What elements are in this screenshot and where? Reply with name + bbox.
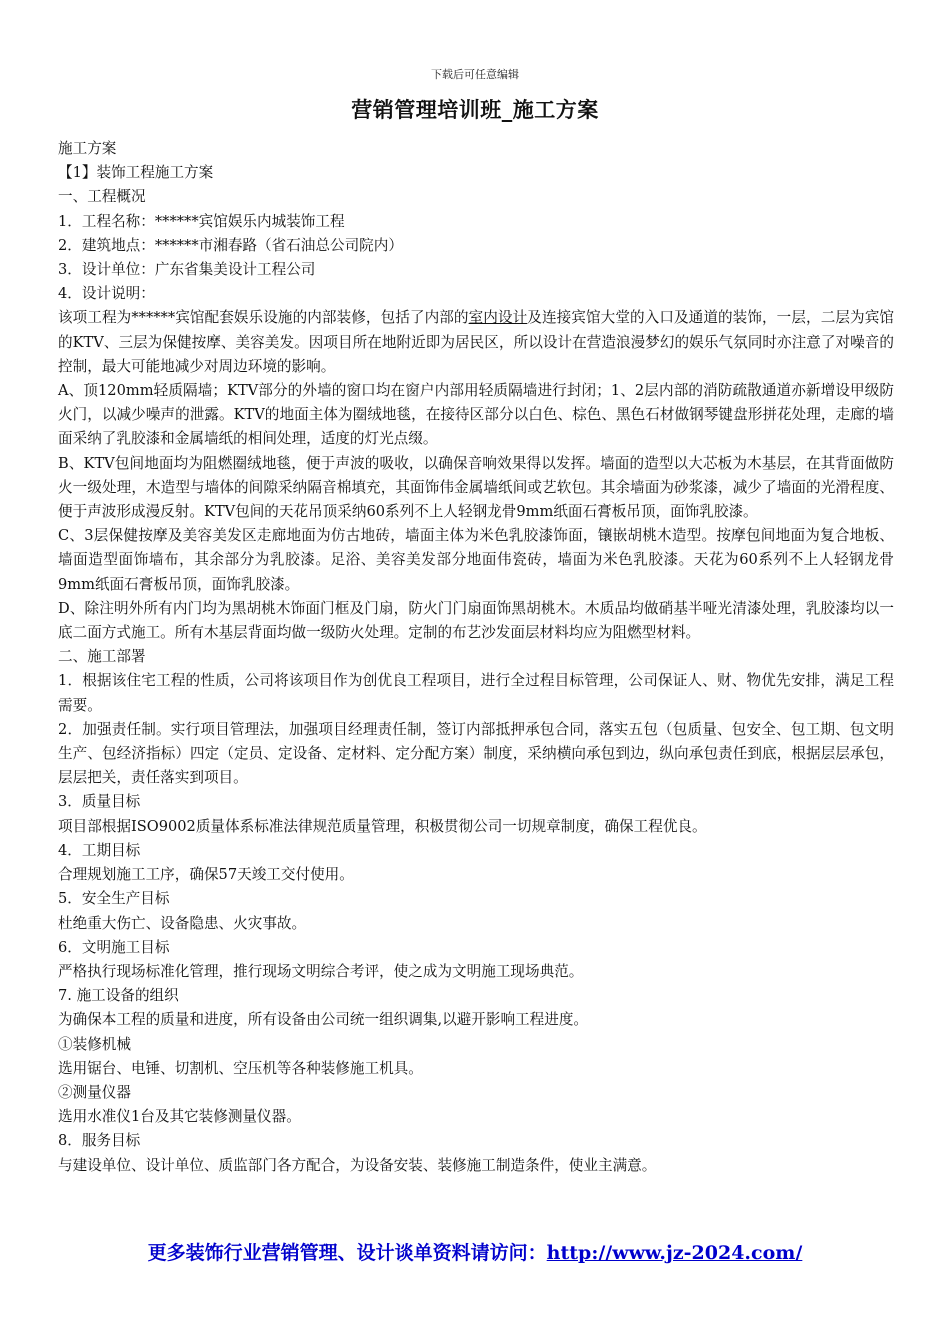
footer-link[interactable]: http://www.jz-2024.com/ <box>546 1242 803 1264</box>
paragraph-text: 该项工程为******宾馆配套娱乐设施的内部装修，包括了内部的 <box>58 309 469 327</box>
paragraph: 严格执行现场标准化管理，推行现场文明综合考评，使之成为文明施工现场典范。 <box>58 962 584 980</box>
paragraph: 选用锯台、电锤、切割机、空压机等各种装修施工机具。 <box>58 1059 423 1077</box>
paragraph: 3．设计单位：广东省集美设计工程公司 <box>58 261 316 279</box>
document-title: 营销管理培训班_施工方案 <box>351 97 599 122</box>
paragraph: 8．服务目标 <box>58 1132 141 1150</box>
footer-banner <box>0 1238 950 1265</box>
paragraph: 选用水准仪1台及其它装修测量仪器。 <box>58 1108 301 1126</box>
section-heading: 二、施工部署 <box>58 648 146 666</box>
paragraph: 5．安全生产目标 <box>58 890 170 908</box>
paragraph: 2．加强责任制。实行项目管理法，加强项目经理责任制，签订内部抵押承包合同，落实五包（包质量、包安全、包工期、包文明生产、包经济指标）四定（定员、定设备、定材料、定分配方案）制度，采纳横向承包到边，纵向承包责任到底，根据层层承包，层层把关，责任落实到项目。 <box>58 720 894 787</box>
section-heading: 一、工程概况 <box>58 188 146 206</box>
document-body <box>58 137 894 1178</box>
paragraph: 项目部根据ISO9002质量体系标准法律规范质量管理，积极贯彻公司一切规章制度，确保工程优良。 <box>58 817 707 835</box>
paragraph: 杜绝重大伤亡、设备隐患、火灾事故。 <box>58 914 307 932</box>
paragraph: B、KTV包间地面均为阻燃圈绒地毯，便于声波的吸收，以确保音响效果得以发挥。墙面的造型以大芯板为木基层，在其背面做防火一级处理，木造型与墙体的间隙采纳隔音棉填充，其面饰伟金属墙纸间或艺软包。其余墙面为砂浆漆，减少了墙面的光滑程度、便于声波形成漫反射。KTV包间的天花吊顶采纳60系列不上人轻钢龙骨9mm纸面石膏板吊顶，面饰乳胶漆。 <box>58 454 894 521</box>
paragraph: D、除注明外所有内门均为黑胡桃木饰面门框及门扇，防火门门扇面饰黑胡桃木。木质品均做硝基半哑光清漆处理，乳胶漆均以一底二面方式施工。所有木基层背面均做一级防火处理。定制的布艺沙发面层材料均应为阻燃型材料。 <box>58 599 894 642</box>
paragraph: 6．文明施工目标 <box>58 938 170 956</box>
paragraph: 施工方案 <box>58 140 117 157</box>
interior-design-link[interactable]: 室内设计 <box>468 309 528 327</box>
paragraph: ②测量仪器 <box>58 1083 131 1101</box>
paragraph: 1．工程名称：******宾馆娱乐内城装饰工程 <box>58 212 345 230</box>
paragraph: 2．建筑地点：******市湘春路（省石油总公司院内） <box>58 236 403 254</box>
paragraph: 3．质量目标 <box>58 793 141 811</box>
paragraph: 为确保本工程的质量和进度，所有设备由公司统一组织调集,以避开影响工程进度。 <box>58 1011 589 1029</box>
header-note: 下载后可任意编辑 <box>431 68 519 81</box>
paragraph: ①装修机械 <box>58 1035 131 1053</box>
paragraph: 合理规划施工工序，确保57天竣工交付使用。 <box>58 866 354 884</box>
paragraph: 【1】装饰工程施工方案 <box>58 164 214 182</box>
paragraph: C、3层保健按摩及美容美发区走廊地面为仿古地砖，墙面主体为米色乳胶漆饰面，镶嵌胡桃木造型。按摩包间地面为复合地板、墙面造型面饰墙布，其余部分为乳胶漆。足浴、美容美发部分地面伟瓷砖，墙面为米色乳胶漆。天花为60系列不上人轻钢龙骨9mm纸面石膏板吊顶，面饰乳胶漆。 <box>58 527 894 593</box>
paragraph: 1．根据该住宅工程的性质，公司将该项目作为创优良工程项目，进行全过程目标管理，公司保证人、财、物优先安排，满足工程需要。 <box>58 672 894 714</box>
paragraph: A、顶120mm轻质隔墙；KTV部分的外墙的窗口均在窗户内部用轻质隔墙进行封闭；1、2层内部的消防疏散通道亦新增设甲级防火门，以减少噪声的泄露。KTV的地面主体为圈绒地毯，在接待区部分以白色、棕色、黑色石材做钢琴键盘形拼花处理，走廊的墙面采纳了乳胶漆和金属墙纸的相间处理，适度的灯光点缀。 <box>58 382 894 448</box>
footer-text: 更多装饰行业营销管理、设计谈单资料请访问： <box>147 1242 547 1264</box>
paragraph: 7. 施工设备的组织 <box>58 987 179 1005</box>
paragraph <box>58 306 894 379</box>
paragraph-text: 及连接宾馆大堂的入口及通道的装饰，一层，二层为宾馆的KTV、三层为保健按摩、美容美发。因项目所在地附近即为居民区，所以设计在营造浪漫梦幻的娱乐气氛同时亦注意了对噪音的控制，最大可能地减少对周边环境的影响。 <box>58 309 894 375</box>
paragraph: 4．设计说明： <box>58 285 155 303</box>
paragraph: 与建设单位、设计单位、质监部门各方配合，为设备安装、装修施工制造条件，使业主满意。 <box>58 1156 657 1174</box>
paragraph: 4．工期目标 <box>58 841 141 859</box>
